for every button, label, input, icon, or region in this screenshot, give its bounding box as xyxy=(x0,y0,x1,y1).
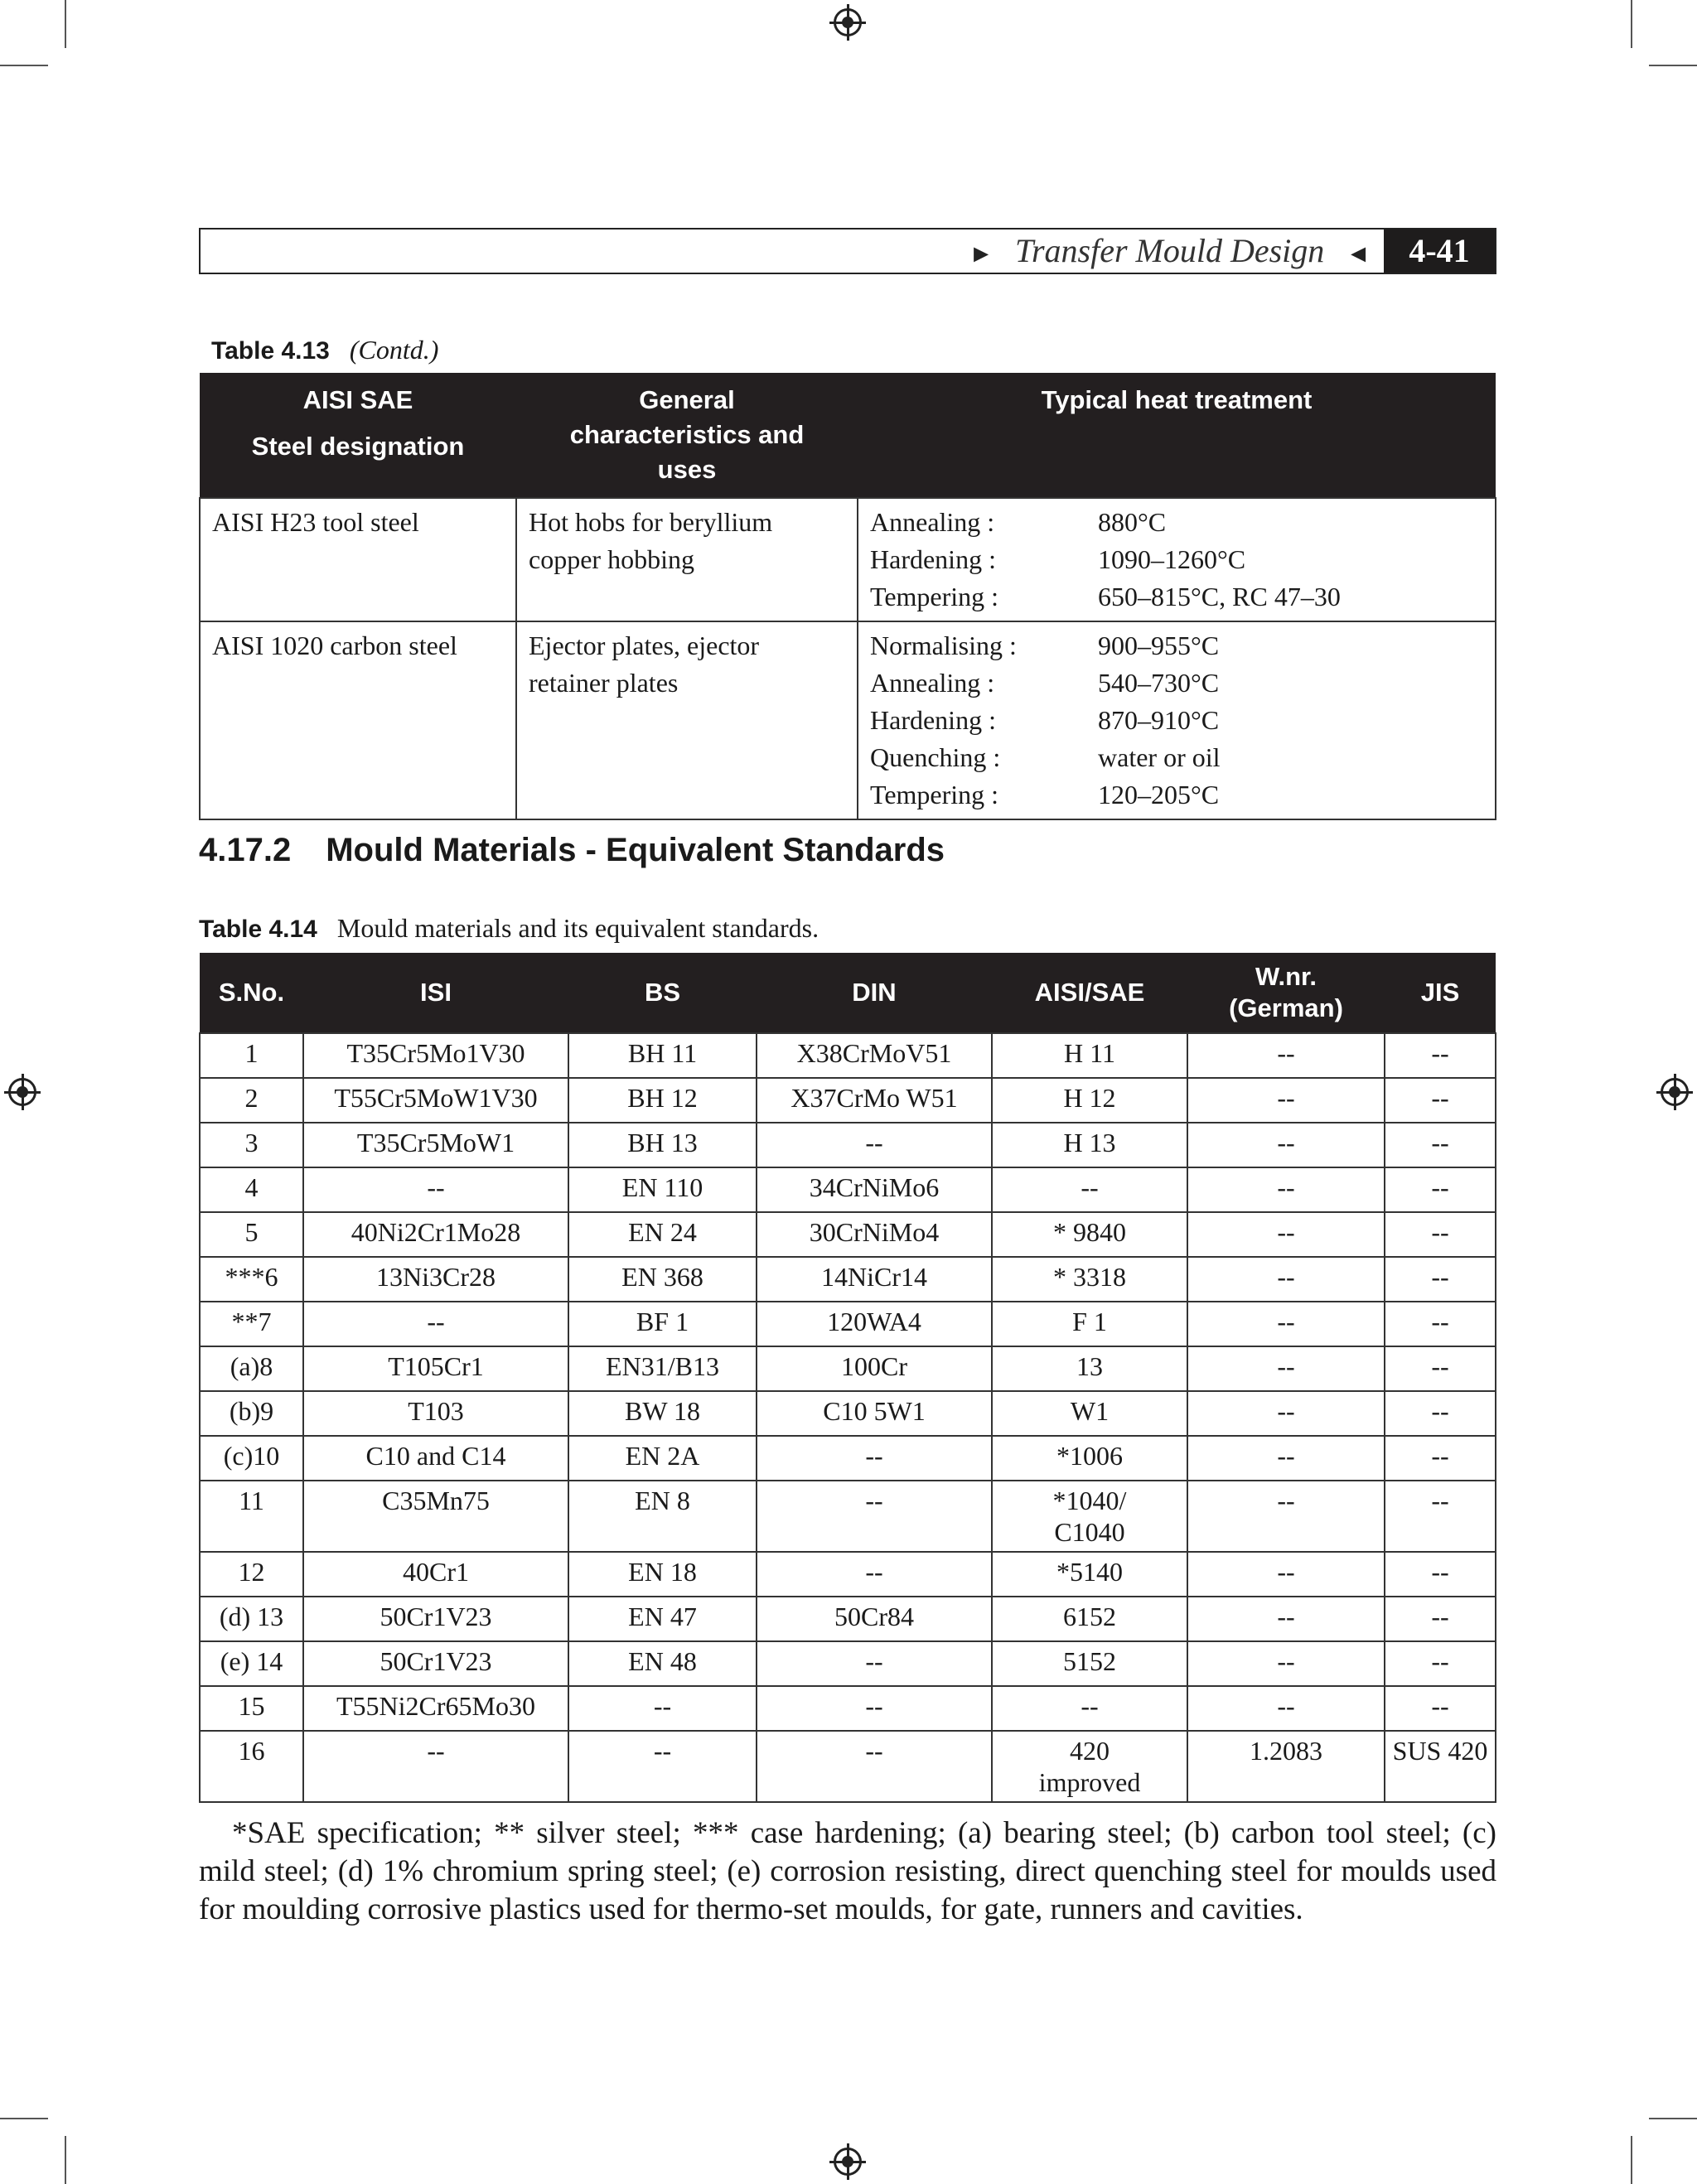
table-cell: -- xyxy=(757,1436,992,1481)
table-cell: F 1 xyxy=(992,1302,1187,1346)
steel-designation-cell: AISI H23 tool steel xyxy=(200,498,516,621)
table-cell: (a)8 xyxy=(200,1346,303,1391)
table-cell: EN 110 xyxy=(568,1167,757,1212)
table-cell: -- xyxy=(1187,1033,1385,1078)
table-cell: -- xyxy=(1187,1212,1385,1257)
treatment-value: 120–205°C xyxy=(1098,780,1220,809)
table-cell: 2 xyxy=(200,1078,303,1123)
table-cell: T103 xyxy=(303,1391,568,1436)
table-cell: -- xyxy=(1187,1641,1385,1686)
table-cell: -- xyxy=(757,1552,992,1597)
table-cell: BH 11 xyxy=(568,1033,757,1078)
section-title: Mould Materials - Equivalent Standards xyxy=(326,832,945,868)
characteristics-header: General characteristics and uses xyxy=(516,373,858,498)
table-cell: -- xyxy=(1385,1167,1496,1212)
table-cell: 4 xyxy=(200,1167,303,1212)
table-cell: (b)9 xyxy=(200,1391,303,1436)
table-cell: (e) 14 xyxy=(200,1641,303,1686)
table-row xyxy=(200,621,1496,819)
column-header: BS xyxy=(568,953,757,1033)
table-cell: -- xyxy=(1187,1686,1385,1731)
table-cell: 5152 xyxy=(992,1641,1187,1686)
table-row xyxy=(200,1686,1496,1731)
table-cell: -- xyxy=(1385,1033,1496,1078)
heat-treatment-cell xyxy=(858,621,1496,819)
table-row xyxy=(200,1033,1496,1078)
table-cell: -- xyxy=(1385,1481,1496,1552)
table-cell: -- xyxy=(1187,1597,1385,1641)
section-number: 4.17.2 xyxy=(199,832,292,868)
table-cell: (c)10 xyxy=(200,1436,303,1481)
table-cell: 12 xyxy=(200,1552,303,1597)
table-cell: EN 18 xyxy=(568,1552,757,1597)
treatment-process: Annealing : xyxy=(870,668,995,698)
table-cell: 11 xyxy=(200,1481,303,1552)
table-row xyxy=(200,1212,1496,1257)
heat-treatment-list xyxy=(870,504,1483,616)
designation-header-line2: Steel designation xyxy=(251,432,465,461)
treatment-value: 900–955°C xyxy=(1098,631,1220,660)
table-cell: X38CrMoV51 xyxy=(757,1033,992,1078)
table-cell: BF 1 xyxy=(568,1302,757,1346)
table-cell: C10 5W1 xyxy=(757,1391,992,1436)
treatment-value: 650–815°C, RC 47–30 xyxy=(1098,582,1341,611)
table-cell: 40Cr1 xyxy=(303,1552,568,1597)
table-cell: -- xyxy=(992,1686,1187,1731)
treatment-value: water or oil xyxy=(1098,742,1221,772)
registration-mark-icon xyxy=(8,1078,36,1106)
treatment-process: Hardening : xyxy=(870,544,996,574)
table-cell: 13 xyxy=(992,1346,1187,1391)
table-footnote: *SAE specification; ** silver steel; *** case hardening; (a) bearing steel; (b) carbon tool steel; (c) mild steel; (d) 1% chromium spring steel; (e) corrosion resisting, direct quenching steel for moulds used for moulding corrosive plastics used for thermo-set moulds, for gate, runners and cavities. xyxy=(199,1816,1496,1926)
table-cell: -- xyxy=(757,1686,992,1731)
table-cell: -- xyxy=(1187,1436,1385,1481)
table-4-13 xyxy=(199,373,1496,820)
column-header: AISI/SAE xyxy=(992,953,1187,1033)
table-cell: *1040/ C1040 xyxy=(992,1481,1187,1552)
table-cell: -- xyxy=(1187,1481,1385,1552)
table-cell: 100Cr xyxy=(757,1346,992,1391)
treatment-process: Normalising : xyxy=(870,631,1017,660)
table-header-row xyxy=(200,373,1496,498)
table-row xyxy=(200,1078,1496,1123)
table-row xyxy=(200,1552,1496,1597)
table-row xyxy=(200,1257,1496,1302)
table-cell: 50Cr1V23 xyxy=(303,1597,568,1641)
table-cell: *5140 xyxy=(992,1552,1187,1597)
table-cell: EN 47 xyxy=(568,1597,757,1641)
table-13-contd: (Contd.) xyxy=(349,335,439,365)
table-14-caption xyxy=(199,913,819,944)
column-header: DIN xyxy=(757,953,992,1033)
treatment-value: 540–730°C xyxy=(1098,668,1220,698)
table-cell: -- xyxy=(1385,1346,1496,1391)
table-cell: 50Cr1V23 xyxy=(303,1641,568,1686)
table-row xyxy=(200,1481,1496,1552)
table-cell: T35Cr5MoW1 xyxy=(303,1123,568,1167)
table-row xyxy=(200,1167,1496,1212)
table-row xyxy=(200,1597,1496,1641)
arrow-right-icon: ► xyxy=(969,239,994,268)
table-cell: -- xyxy=(1385,1436,1496,1481)
treatment-process: Hardening : xyxy=(870,705,996,735)
table-cell: -- xyxy=(757,1123,992,1167)
table-cell: -- xyxy=(1187,1167,1385,1212)
heat-treatment-header: Typical heat treatment xyxy=(858,373,1496,498)
treatment-value: 1090–1260°C xyxy=(1098,544,1246,574)
table-cell: BH 13 xyxy=(568,1123,757,1167)
table-row xyxy=(200,1436,1496,1481)
treatment-value: 880°C xyxy=(1098,507,1167,537)
column-header: S.No. xyxy=(200,953,303,1033)
table-cell: -- xyxy=(1187,1302,1385,1346)
table-cell: -- xyxy=(303,1302,568,1346)
table-cell: 420 improved xyxy=(992,1731,1187,1802)
table-cell: 40Ni2Cr1Mo28 xyxy=(303,1212,568,1257)
treatment-process: Quenching : xyxy=(870,742,1001,772)
table-cell: T55Ni2Cr65Mo30 xyxy=(303,1686,568,1731)
table-cell: -- xyxy=(568,1686,757,1731)
table-cell: -- xyxy=(757,1481,992,1552)
table-cell: 120WA4 xyxy=(757,1302,992,1346)
table-cell: -- xyxy=(568,1731,757,1802)
table-cell: EN 8 xyxy=(568,1481,757,1552)
table-cell: -- xyxy=(992,1167,1187,1212)
heat-treatment-list xyxy=(870,627,1483,814)
table-row xyxy=(200,498,1496,621)
table-cell: X37CrMo W51 xyxy=(757,1078,992,1123)
table-cell: EN 48 xyxy=(568,1641,757,1686)
table-cell: H 12 xyxy=(992,1078,1187,1123)
table-cell: -- xyxy=(1385,1212,1496,1257)
crop-mark xyxy=(1631,0,1632,48)
column-header xyxy=(200,373,516,498)
table-cell: -- xyxy=(1385,1641,1496,1686)
designation-header-line1: AISI SAE xyxy=(302,385,413,414)
table-cell: -- xyxy=(757,1641,992,1686)
table-cell: 16 xyxy=(200,1731,303,1802)
table-cell: -- xyxy=(1187,1078,1385,1123)
table-cell: 1 xyxy=(200,1033,303,1078)
table-cell: C35Mn75 xyxy=(303,1481,568,1552)
table-cell: H 13 xyxy=(992,1123,1187,1167)
page-number: 4-41 xyxy=(1384,230,1495,273)
column-header: W.nr. (German) xyxy=(1187,953,1385,1033)
column-header: JIS xyxy=(1385,953,1496,1033)
table-cell: W1 xyxy=(992,1391,1187,1436)
table-cell: EN 368 xyxy=(568,1257,757,1302)
table-cell: -- xyxy=(1187,1123,1385,1167)
crop-mark xyxy=(65,0,66,48)
uses-cell: Ejector plates, ejector retainer plates xyxy=(516,621,858,819)
table-cell: -- xyxy=(303,1167,568,1212)
table-cell: 5 xyxy=(200,1212,303,1257)
registration-mark-icon xyxy=(834,2148,862,2176)
table-header-row xyxy=(200,953,1496,1033)
table-row xyxy=(200,1123,1496,1167)
table-cell: 14NiCr14 xyxy=(757,1257,992,1302)
table-cell: -- xyxy=(1187,1391,1385,1436)
running-title xyxy=(969,230,1371,273)
table-4-14 xyxy=(199,953,1496,1803)
crop-mark xyxy=(1649,2118,1697,2119)
table-cell: EN 24 xyxy=(568,1212,757,1257)
table-cell: -- xyxy=(1385,1597,1496,1641)
crop-mark xyxy=(65,2136,66,2184)
table-cell: -- xyxy=(1385,1391,1496,1436)
table-cell: * 9840 xyxy=(992,1212,1187,1257)
registration-mark-icon xyxy=(1661,1078,1689,1106)
crop-mark xyxy=(0,65,48,66)
table-cell: C10 and C14 xyxy=(303,1436,568,1481)
running-title-text: Transfer Mould Design xyxy=(1014,232,1325,269)
table-cell: BH 12 xyxy=(568,1078,757,1123)
table-row xyxy=(200,1302,1496,1346)
table-row xyxy=(200,1641,1496,1686)
table-cell: -- xyxy=(757,1731,992,1802)
crop-mark xyxy=(1631,2136,1632,2184)
table-cell: -- xyxy=(1187,1257,1385,1302)
table-cell: -- xyxy=(1187,1552,1385,1597)
treatment-process: Annealing : xyxy=(870,507,995,537)
table-cell: 1.2083 xyxy=(1187,1731,1385,1802)
table-cell: 13Ni3Cr28 xyxy=(303,1257,568,1302)
crop-mark xyxy=(1649,65,1697,66)
table-cell: SUS 420 xyxy=(1385,1731,1496,1802)
arrow-left-icon: ◄ xyxy=(1346,239,1371,268)
table-cell: T105Cr1 xyxy=(303,1346,568,1391)
running-header xyxy=(199,228,1496,274)
table-cell: -- xyxy=(1385,1686,1496,1731)
table-cell: 34CrNiMo6 xyxy=(757,1167,992,1212)
table-13-caption xyxy=(211,335,438,365)
heat-treatment-cell xyxy=(858,498,1496,621)
steel-designation-cell: AISI 1020 carbon steel xyxy=(200,621,516,819)
table-cell: 30CrNiMo4 xyxy=(757,1212,992,1257)
table-cell: -- xyxy=(303,1731,568,1802)
table-cell: BW 18 xyxy=(568,1391,757,1436)
table-cell: -- xyxy=(1385,1552,1496,1597)
table-cell: EN31/B13 xyxy=(568,1346,757,1391)
column-header: ISI xyxy=(303,953,568,1033)
treatment-value: 870–910°C xyxy=(1098,705,1220,735)
table-cell: -- xyxy=(1187,1346,1385,1391)
table-cell: -- xyxy=(1385,1078,1496,1123)
table-cell: EN 2A xyxy=(568,1436,757,1481)
section-heading xyxy=(199,832,945,869)
table-cell: 3 xyxy=(200,1123,303,1167)
table-cell: T55Cr5MoW1V30 xyxy=(303,1078,568,1123)
table-14-caption-text: Mould materials and its equivalent standards. xyxy=(336,913,819,943)
uses-cell: Hot hobs for beryllium copper hobbing xyxy=(516,498,858,621)
crop-mark xyxy=(0,2118,48,2119)
table-cell: T35Cr5Mo1V30 xyxy=(303,1033,568,1078)
table-cell: -- xyxy=(1385,1302,1496,1346)
table-cell: 6152 xyxy=(992,1597,1187,1641)
table-row xyxy=(200,1346,1496,1391)
treatment-process: Tempering : xyxy=(870,582,999,611)
table-cell: ***6 xyxy=(200,1257,303,1302)
table-13-label: Table 4.13 xyxy=(211,337,330,365)
treatment-process: Tempering : xyxy=(870,780,999,809)
table-cell: -- xyxy=(1385,1123,1496,1167)
table-cell: 15 xyxy=(200,1686,303,1731)
table-cell: **7 xyxy=(200,1302,303,1346)
table-row xyxy=(200,1731,1496,1802)
table-cell: (d) 13 xyxy=(200,1597,303,1641)
registration-mark-icon xyxy=(834,8,862,36)
table-cell: 50Cr84 xyxy=(757,1597,992,1641)
table-14-label: Table 4.14 xyxy=(199,916,317,943)
table-cell: H 11 xyxy=(992,1033,1187,1078)
table-cell: *1006 xyxy=(992,1436,1187,1481)
table-row xyxy=(200,1391,1496,1436)
table-cell: -- xyxy=(1385,1257,1496,1302)
table-cell: * 3318 xyxy=(992,1257,1187,1302)
